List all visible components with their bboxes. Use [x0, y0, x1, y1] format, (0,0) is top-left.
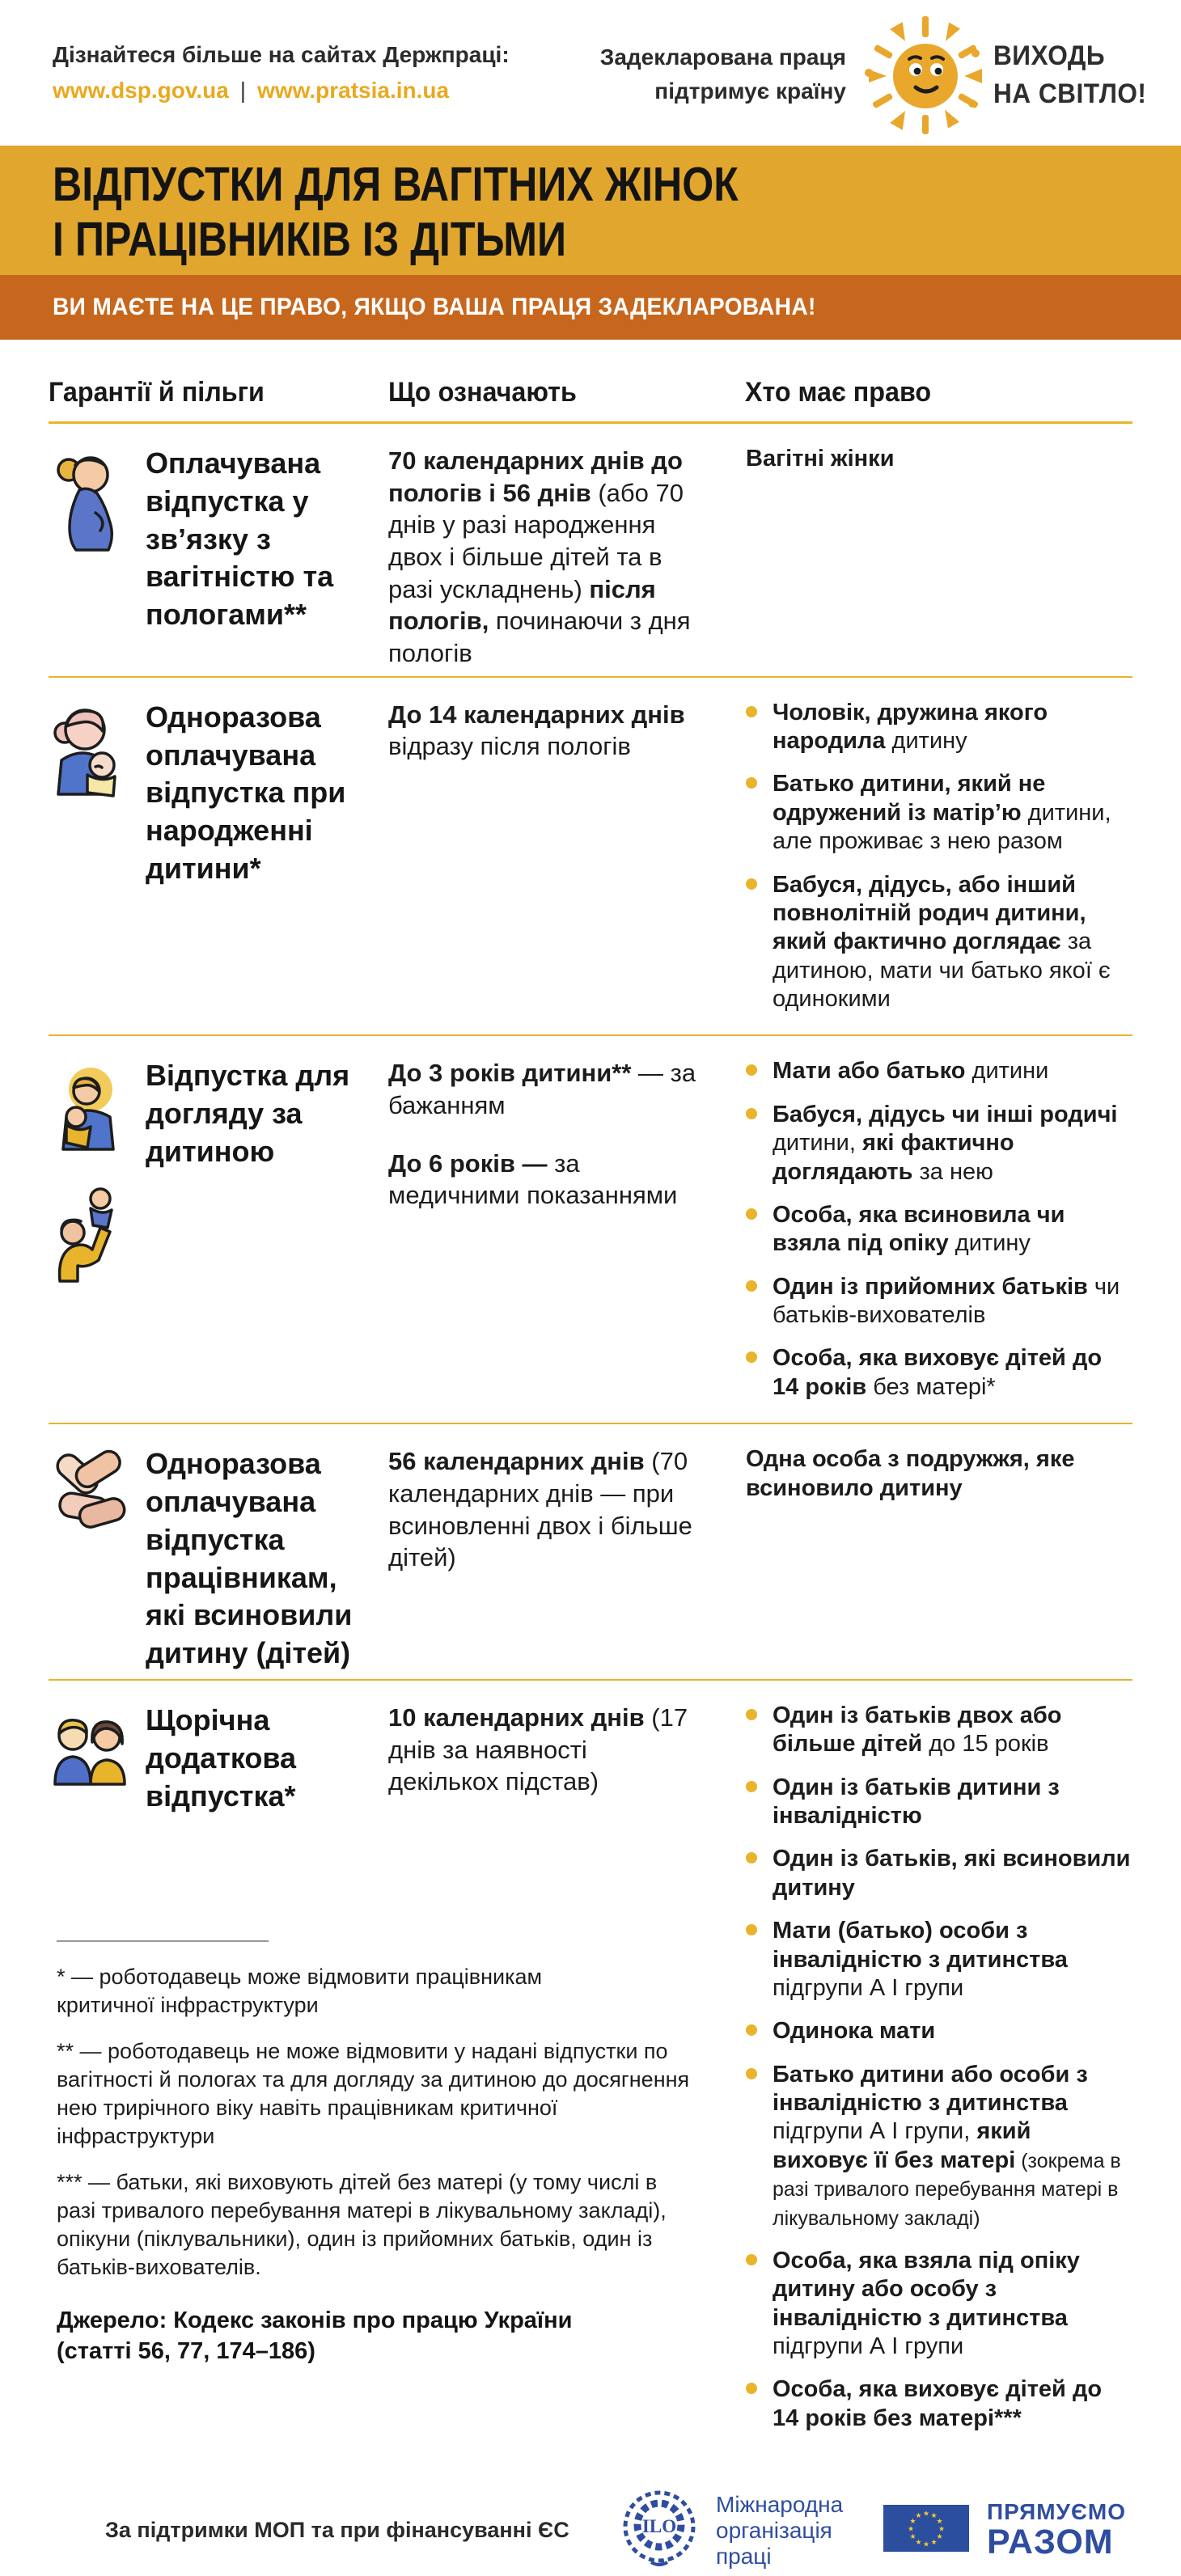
link-pratsia[interactable]: www.pratsia.in.ua [257, 78, 450, 103]
footnotes-divider [57, 1940, 269, 1942]
benefit-title: Оплачувана відпустка у зв’язку з вагітністю та пологами** [146, 446, 334, 632]
who-item: Особа, яка всиновила чи взяла під опіку дитину [746, 1201, 1132, 1258]
table-row [49, 1423, 1132, 1679]
hands-together-icon [49, 1445, 146, 1673]
source-reference: Джерело: Кодекс законів про працю України (статті 56, 77, 174–186) [57, 2307, 573, 2364]
benefit-meaning: 70 календарних днів до пологів і 56 днів (або 70 днів у разі народження двох і більше дітей та в разі ускладнень) після пологів, починаючи з дня пологів [388, 446, 691, 668]
who-item: Мати (батько) особи з інвалідністю з дитинства підгрупи А І групи [746, 1917, 1132, 2003]
who-item: Особа, яка виховує дітей до 14 років без матері*** [746, 2375, 1132, 2433]
page-footer [49, 2454, 1132, 2576]
who-item: Батько дитини або особи з інвалідністю з дитинства підгрупи А І групи, який виховує її без матері (зокрема в разі тривалого перебування матері в лікувальному закладі) [746, 2061, 1132, 2232]
benefit-meaning [388, 1057, 728, 1416]
mascot-line2: НА СВІТЛО! [993, 78, 1147, 109]
benefit-title: Відпустка для догляду за дитиною [146, 1059, 350, 1169]
who-item: Один із прийомних батьків чи батьків-вихователів [746, 1273, 1132, 1330]
footnote-1: * — роботодавець може відмовити працівникам критичної інфраструктури [57, 1964, 543, 2017]
subtitle: ВИ МАЄТЕ НА ЦЕ ПРАВО, ЯКЩО ВАША ПРАЦЯ ЗАДЕКЛАРОВАНА! [53, 294, 816, 320]
benefit-who-list [728, 1057, 1132, 1416]
campaign-slogan [600, 40, 846, 108]
who-item: Чоловік, дружина якого народила дитину [746, 699, 1132, 756]
who-item: Бабуся, дідусь, або інший повнолітній родич дитини, який фактично доглядає за дитиною, мати чи батько якої є одинокими [746, 871, 1132, 1014]
sites-info-line: Дізнайтеся більше на сайтах Держпраці: [53, 42, 510, 67]
eu-campaign-line1: ПРЯМУЄМО [987, 2499, 1126, 2525]
table-row [49, 1679, 1132, 2454]
svg-text:★: ★ [907, 2525, 915, 2534]
who-item: Один із батьків дитини з інвалідністю [746, 1774, 1132, 1831]
footnote-3: *** — батьки, які виховують дітей без матері (у тому числі в разі тривалого перебування матері в лікувальному закладі), опікуни (піклувальники), один із прийомних батьків, один із батьків-вихователів. [57, 2170, 667, 2280]
benefit-meaning: До 14 календарних днів відразу після пологів [388, 700, 685, 761]
support-note: За підтримки МОП та при фінансуванні ЄС [105, 2518, 569, 2543]
benefit-title: Одноразова оплачувана відпустка при народженні дитини* [146, 700, 346, 885]
title-line1: ВІДПУСТКИ ДЛЯ ВАГІТНИХ ЖІНОК [53, 158, 739, 211]
parent-baby-icon [49, 1060, 128, 1161]
who-item: Особа, яка виховує дітей до 14 років без матері* [746, 1344, 1132, 1402]
who-item: Бабуся, дідусь чи інші родичі дитини, які фактично доглядають за нею [746, 1101, 1132, 1186]
svg-text:★: ★ [909, 2533, 916, 2542]
eu-flag [883, 2505, 969, 2556]
eu-campaign-label [987, 2501, 1126, 2560]
benefit-who-list [728, 699, 1132, 1029]
page-title [53, 157, 1012, 268]
link-dsp[interactable]: www.dsp.gov.ua [53, 78, 229, 103]
svg-text:★: ★ [930, 2539, 938, 2548]
meaning-paragraph: До 6 років — за медичними показаннями [388, 1148, 678, 1210]
svg-text:★: ★ [915, 2539, 922, 2548]
meaning-paragraph: До 3 років дитини** — за бажанням [388, 1059, 696, 1120]
column-header-who: Хто має право [744, 377, 932, 408]
svg-text:ILO: ILO [641, 2516, 677, 2537]
svg-text:★: ★ [930, 2512, 938, 2521]
who-item: Одна особа з подружжя, яке всиновило дитину [746, 1446, 1075, 1501]
benefit-meaning: 10 календарних днів (17 днів за наявності декількох підстав) [388, 1703, 688, 1796]
mascot-line1: ВИХОДЬ [993, 40, 1106, 71]
title-line2: І ПРАЦІВНИКІВ ІЗ ДІТЬМИ [53, 213, 567, 267]
table-row [49, 1034, 1132, 1423]
slogan-line1: Задекларована праця [599, 44, 846, 70]
sites-links [53, 78, 510, 104]
svg-text:★: ★ [909, 2518, 916, 2527]
benefit-who-list [728, 445, 1132, 670]
footnote-2: ** — роботодавець не може відмовити у надані відпустки по вагітності й пологах та для догляду за дитиною до досягнення нею трирічного віку навіть працівникам критичної інфраструктури [57, 2038, 690, 2149]
benefit-title: Одноразова оплачувана відпустка працівникам, які всиновили дитину (дітей) [146, 1447, 353, 1670]
svg-text:★: ★ [915, 2512, 922, 2521]
svg-text:★: ★ [936, 2518, 943, 2527]
who-item: Один із батьків двох або більше дітей до 15 років [746, 1702, 1132, 1759]
footnotes-block [57, 1919, 728, 2448]
benefit-who-list [728, 1445, 1132, 1673]
sites-info [53, 42, 510, 104]
who-item: Один із батьків, які всиновили дитину [746, 1845, 1132, 1902]
who-item: Вагітні жінки [746, 446, 895, 472]
eu-campaign-line2: РАЗОМ [987, 2523, 1114, 2562]
who-item: Одинока мати [746, 2017, 1132, 2045]
parent-toddler-icon [49, 1179, 128, 1290]
benefit-meaning: 56 календарних днів (70 календарних днів — при всиновленні двох і більше дітей) [388, 1447, 692, 1572]
ilo-logo [620, 2485, 698, 2576]
pregnant-woman-icon [49, 445, 146, 670]
table-header-row [49, 340, 1132, 424]
table-row [49, 424, 1132, 676]
sun-mascot-icon [864, 5, 987, 145]
svg-text:★: ★ [922, 2510, 930, 2519]
mascot-slogan [993, 37, 1146, 113]
benefit-who-list [728, 1702, 1132, 2447]
ilo-label: Міжнародна організація праці [716, 2491, 844, 2569]
subtitle-band [0, 275, 1181, 340]
slogan-line2: підтримує країну [654, 78, 846, 104]
svg-text:★: ★ [936, 2533, 943, 2542]
partner-logos [620, 2485, 1126, 2576]
page-header [0, 0, 1181, 146]
benefit-title: Щорічна додаткова відпустка* [146, 1703, 297, 1813]
parents-couple-icon [49, 1702, 146, 1897]
links-separator: | [239, 78, 247, 103]
who-item: Особа, яка взяла під опіку дитину або особу з інвалідністю з дитинства підгрупи А І групи [746, 2247, 1132, 2362]
benefits-table [0, 340, 1181, 2576]
mother-newborn-icon [49, 699, 146, 1029]
who-item: Батько дитини, який не одружений із матір’ю дитини, але проживає з нею разом [746, 770, 1132, 856]
svg-text:★: ★ [922, 2540, 930, 2549]
column-header-guarantees: Гарантії й пільги [49, 377, 265, 408]
svg-text:★: ★ [938, 2525, 946, 2534]
column-header-meaning: Що означають [388, 377, 577, 408]
table-row [49, 676, 1132, 1035]
title-band [0, 146, 1181, 275]
who-item: Мати або батько дитини [746, 1057, 1132, 1085]
